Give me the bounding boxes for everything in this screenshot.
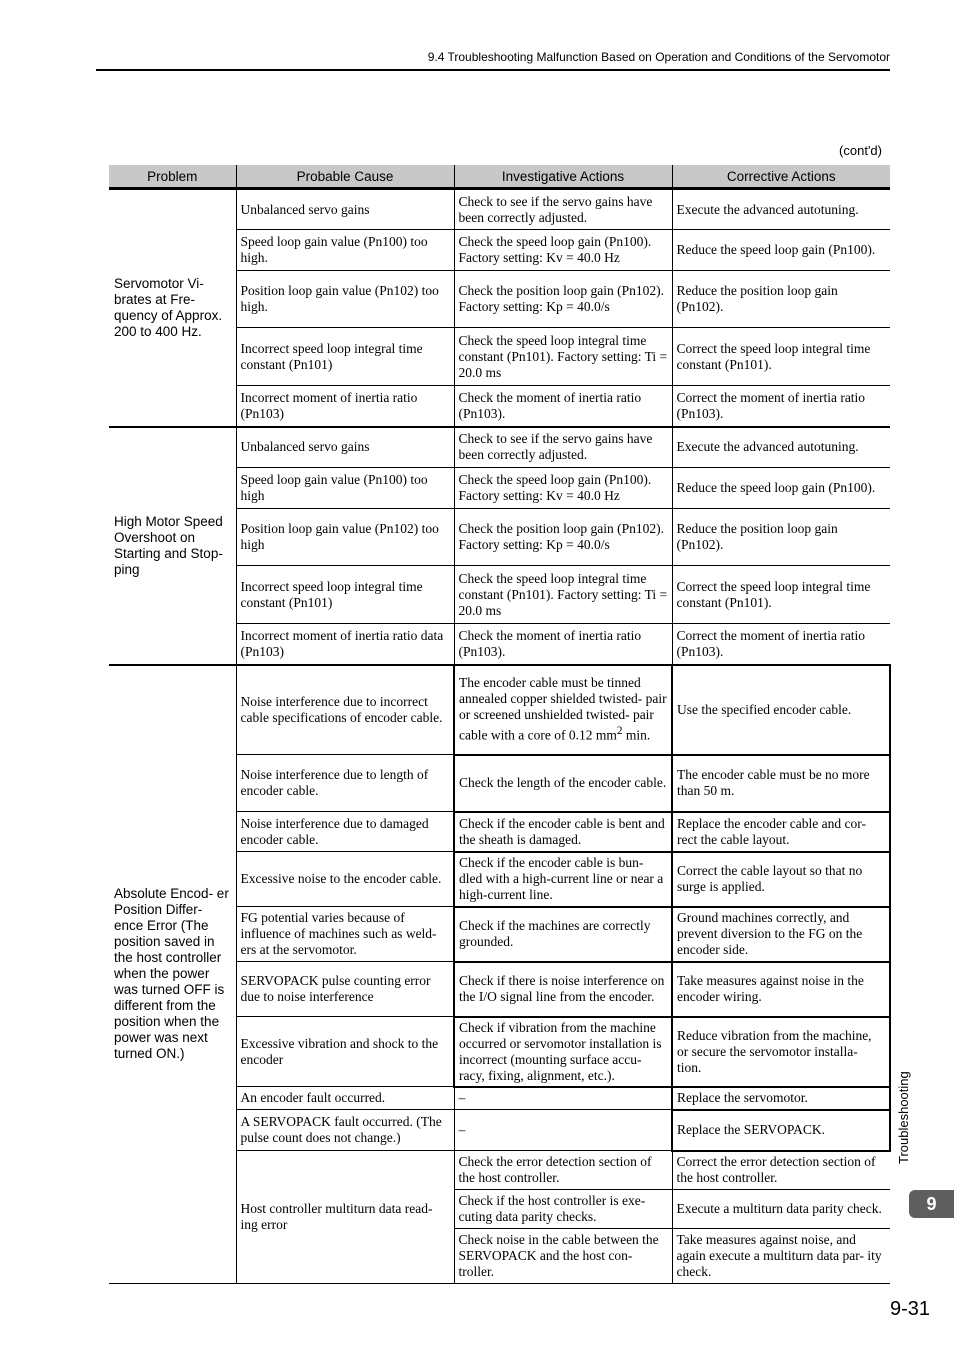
investigative-cell: Check to see if the servo gains have been correctly adjusted. (454, 189, 672, 230)
corrective-cell: Reduce vibration from the machine, or secure the servomotor installa- tion. (672, 1017, 890, 1087)
table-row (109, 427, 890, 468)
cause-cell: SERVOPACK pulse counting error due to noise interference (236, 962, 454, 1017)
cause-cell: An encoder fault occurred. (236, 1087, 454, 1110)
investigative-cell: Check the speed loop integral time constant (Pn101). Factory setting: Ti = 20.0 ms (454, 328, 672, 386)
investigative-cell: – (454, 1110, 672, 1151)
cause-cell: Speed loop gain value (Pn100) too high (236, 468, 454, 509)
column-header-problem: Problem (109, 165, 236, 189)
investigative-cell: Check if the encoder cable is bent and the sheath is damaged. (454, 812, 672, 852)
cause-cell: Position loop gain value (Pn102) too high. (236, 271, 454, 328)
cause-cell: Incorrect speed loop integral time constant (Pn101) (236, 328, 454, 386)
cause-cell: FG potential varies because of influence of machines such as weld- ers at the servomotor. (236, 907, 454, 962)
investigative-cell: Check noise in the cable between the SERVOPACK and the host con- troller. (454, 1229, 672, 1284)
continued-label: (cont'd) (839, 143, 882, 158)
cause-cell: Noise interference due to damaged encoder cable. (236, 812, 454, 852)
problem-cell: Servomotor Vi- brates at Fre- quency of Approx. 200 to 400 Hz. (109, 189, 236, 427)
troubleshooting-table (109, 165, 891, 1284)
running-header: 9.4 Troubleshooting Malfunction Based on Operation and Conditions of the Servomotor (427, 50, 890, 64)
corrective-cell: Take measures against noise in the encoder wiring. (672, 962, 890, 1017)
table-row (109, 189, 890, 230)
cause-cell: Unbalanced servo gains (236, 427, 454, 468)
cause-cell: Excessive noise to the encoder cable. (236, 852, 454, 907)
corrective-cell: Take measures against noise, and again execute a multiturn data par- ity check. (672, 1229, 890, 1284)
corrective-cell: Reduce the speed loop gain (Pn100). (672, 230, 890, 271)
investigative-cell: Check the speed loop gain (Pn100). Factory setting: Kv = 40.0 Hz (454, 468, 672, 509)
investigative-cell: Check if vibration from the machine occurred or servomotor installation is incorrect (mounting surface accu- racy, fixing, alignment, etc.). (454, 1017, 672, 1087)
corrective-cell: Replace the encoder cable and cor- rect the cable layout. (672, 812, 890, 852)
corrective-cell: Correct the error detection section of the host controller. (672, 1151, 890, 1190)
corrective-cell: Correct the moment of inertia ratio (Pn103). (672, 624, 890, 665)
investigative-cell: Check the moment of inertia ratio (Pn103). (454, 386, 672, 427)
investigative-cell: Check the error detection section of the host controller. (454, 1151, 672, 1190)
problem-cell: Absolute Encod- er Position Differ- ence Error (The position saved in the host controller when the power was turned OFF is different from the position when the power was next turned ON.) (109, 665, 236, 1284)
investigative-cell: Check if the host controller is exe- cuting data parity checks. (454, 1190, 672, 1229)
investigative-cell: – (454, 1087, 672, 1110)
cause-cell: Incorrect moment of inertia ratio (Pn103) (236, 386, 454, 427)
table-header-row (109, 165, 890, 189)
column-header-corrective-actions: Corrective Actions (672, 165, 890, 189)
corrective-cell: Correct the cable layout so that no surge is applied. (672, 852, 890, 907)
corrective-cell: Reduce the speed loop gain (Pn100). (672, 468, 890, 509)
column-header-investigative-actions: Investigative Actions (454, 165, 672, 189)
corrective-cell: Reduce the position loop gain (Pn102). (672, 509, 890, 566)
investigative-cell: Check the position loop gain (Pn102). Factory setting: Kp = 40.0/s (454, 509, 672, 566)
investigative-cell: Check if the machines are correctly grounded. (454, 907, 672, 962)
investigative-cell: Check if the encoder cable is bun- dled with a high-current line or near a high-current line. (454, 852, 672, 907)
column-header-probable-cause: Probable Cause (236, 165, 454, 189)
cause-cell: Incorrect speed loop integral time constant (Pn101) (236, 566, 454, 624)
corrective-cell: Correct the speed loop integral time constant (Pn101). (672, 566, 890, 624)
investigative-cell: Check if there is noise interference on the I/O signal line from the encoder. (454, 962, 672, 1017)
corrective-cell: The encoder cable must be no more than 50 m. (672, 755, 890, 812)
investigative-cell: Check the position loop gain (Pn102). Factory setting: Kp = 40.0/s (454, 271, 672, 328)
investigative-cell: Check the speed loop gain (Pn100). Factory setting: Kv = 40.0 Hz (454, 230, 672, 271)
cause-cell: Noise interference due to length of encoder cable. (236, 755, 454, 812)
table-row (109, 665, 890, 755)
chapter-side-label: Troubleshooting (896, 1071, 911, 1164)
corrective-cell: Execute the advanced autotuning. (672, 189, 890, 230)
chapter-tab: 9 (909, 1190, 954, 1218)
cause-cell: Incorrect moment of inertia ratio data (Pn103) (236, 624, 454, 665)
corrective-cell: Replace the SERVOPACK. (672, 1110, 890, 1151)
investigative-cell: The encoder cable must be tinned annealed copper shielded twisted- pair or screened unshielded twisted- pair cable with a core of 0.12 $mm^2$ min. (454, 665, 672, 755)
investigative-cell: Check the speed loop integral time constant (Pn101). Factory setting: Ti = 20.0 ms (454, 566, 672, 624)
cause-cell: Noise interference due to incorrect cable specifications of encoder cable. (236, 665, 454, 755)
corrective-cell: Replace the servomotor. (672, 1087, 890, 1110)
corrective-cell: Ground machines correctly, and prevent diversion to the FG on the encoder side. (672, 907, 890, 962)
corrective-cell: Use the specified encoder cable. (672, 665, 890, 755)
page-number: 9-31 (889, 1298, 930, 1320)
problem-cell: High Motor Speed Overshoot on Starting and Stop- ping (109, 427, 236, 665)
investigative-cell: Check to see if the servo gains have been correctly adjusted. (454, 427, 672, 468)
cause-cell: Host controller multiturn data read- ing error (236, 1151, 454, 1284)
cause-cell: Speed loop gain value (Pn100) too high. (236, 230, 454, 271)
cause-cell: Position loop gain value (Pn102) too high (236, 509, 454, 566)
cause-cell: A SERVOPACK fault occurred. (The pulse count does not change.) (236, 1110, 454, 1151)
investigative-cell: Check the moment of inertia ratio (Pn103). (454, 624, 672, 665)
header-rule (96, 69, 890, 71)
corrective-cell: Execute the advanced autotuning. (672, 427, 890, 468)
investigative-cell: Check the length of the encoder cable. (454, 755, 672, 812)
corrective-cell: Correct the speed loop integral time constant (Pn101). (672, 328, 890, 386)
cause-cell: Excessive vibration and shock to the encoder (236, 1017, 454, 1087)
cause-cell: Unbalanced servo gains (236, 189, 454, 230)
corrective-cell: Reduce the position loop gain (Pn102). (672, 271, 890, 328)
corrective-cell: Execute a multiturn data parity check. (672, 1190, 890, 1229)
corrective-cell: Correct the moment of inertia ratio (Pn103). (672, 386, 890, 427)
